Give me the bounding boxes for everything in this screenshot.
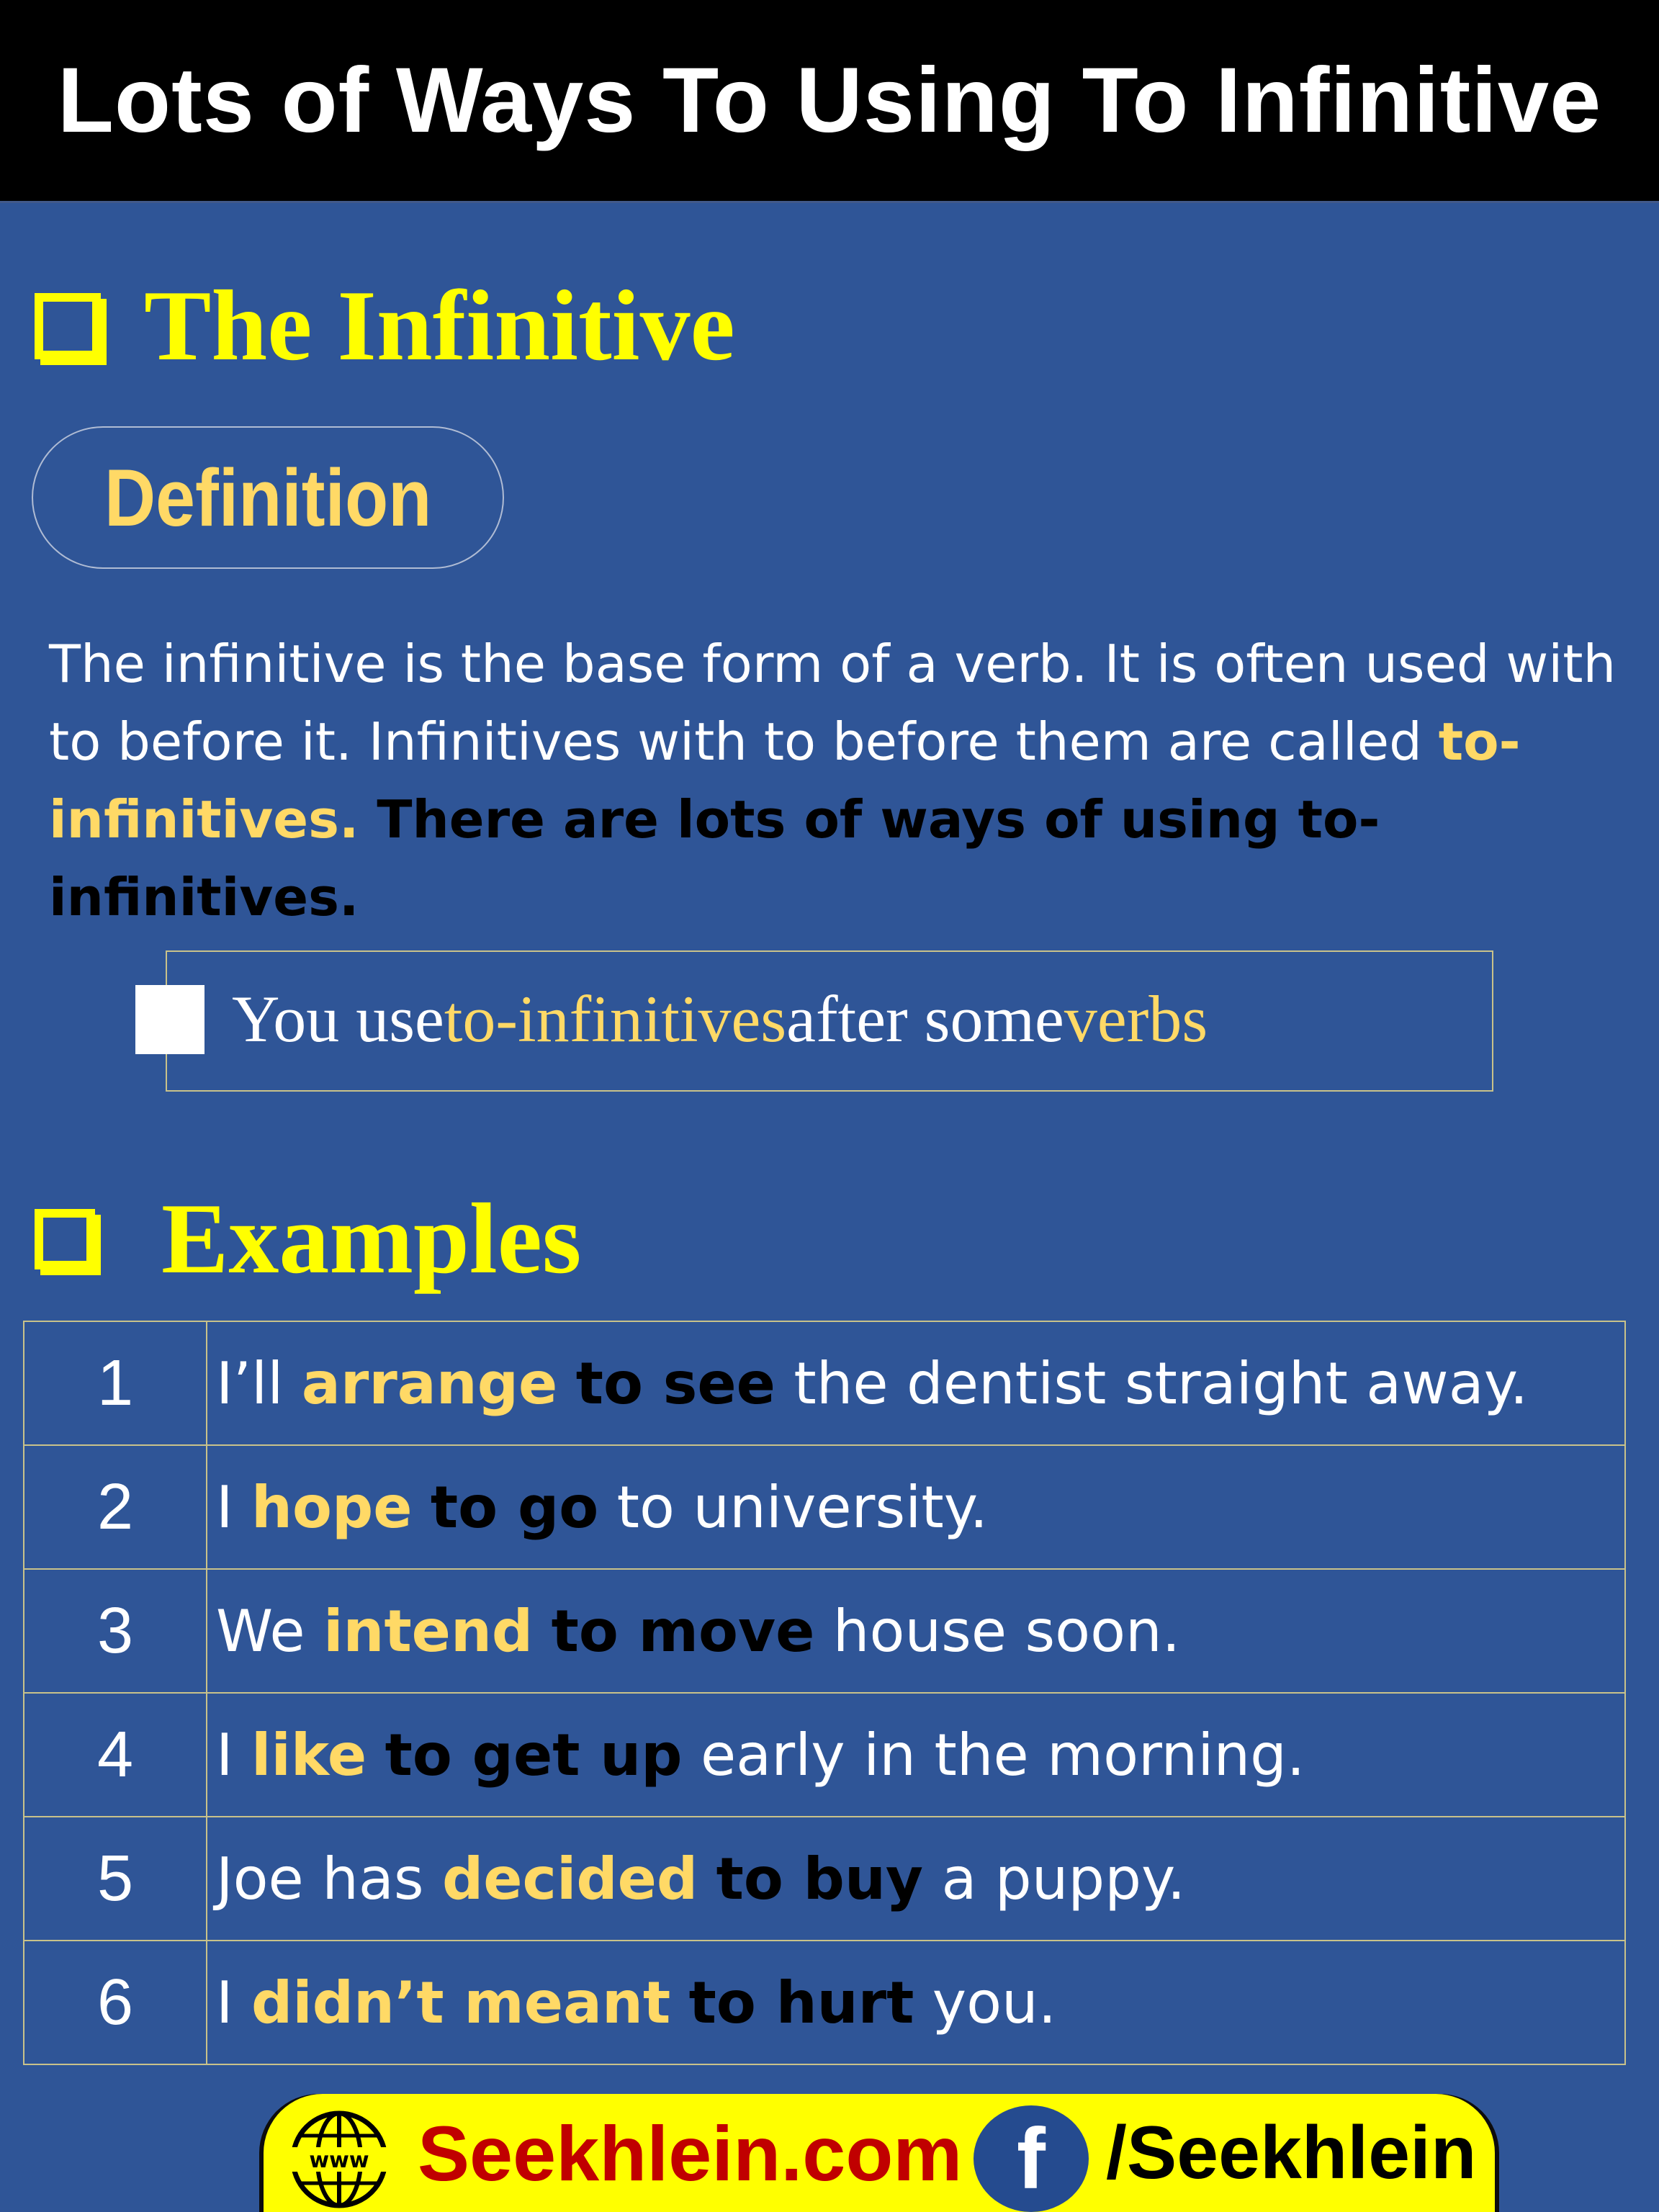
row-number: 1 [24,1321,207,1445]
definition-label-text: Definition [104,452,432,543]
definition-text-plain: The infinitive is the base form of a verb. It is often used with to before it. Infinitives with to before them are called [49,634,1617,772]
example-sentence [207,1817,1625,1941]
rule-text-highlight: to-infinitives [444,982,787,1056]
rule-text-highlight: verbs [1064,982,1208,1056]
checkbox-bullet-icon [35,293,101,359]
sentence-gap [557,1350,575,1417]
sentence-gap [412,1474,430,1541]
sentence-verb: hope [251,1473,413,1541]
page-title: Lots of Ways To Using To Infinitive [57,49,1602,152]
table-row [24,1941,1625,2064]
sentence-infinitive: to buy [716,1845,924,1912]
checkbox-bullet-icon [35,1209,95,1269]
example-sentence [207,1569,1625,1693]
sentence-text: Joe has [216,1845,443,1912]
site-link[interactable]: Seekhlein.com [418,2109,963,2197]
rule-text [232,972,1208,1066]
sentence-infinitive: to see [575,1349,775,1417]
section-title-text: Examples [161,1183,582,1295]
row-number: 3 [24,1569,207,1693]
sentence-text: I’ll [216,1349,302,1417]
sentence-text: I [216,1721,252,1789]
sentence-gap [533,1598,551,1665]
sentence-text: house soon. [814,1597,1181,1665]
facebook-letter: f [1017,2110,1046,2207]
row-number: 2 [24,1445,207,1569]
examples-table [23,1321,1626,2065]
table-row [24,1817,1625,1941]
example-sentence [207,1321,1625,1445]
sentence-text: to university. [598,1473,989,1541]
example-sentence [207,1693,1625,1817]
sentence-verb: like [251,1721,367,1789]
globe-icon [285,2107,393,2212]
rule-text-part: You use [232,982,444,1056]
sentence-gap [367,1722,385,1789]
sentence-verb: arrange [301,1349,558,1417]
definition-text-bold: There are lots of ways of using to-infinitives. [49,789,1380,927]
sentence-text: you. [914,1969,1057,2036]
square-bullet-icon [135,985,204,1054]
sentence-text: a puppy. [923,1845,1186,1912]
table-row [24,1693,1625,1817]
facebook-icon[interactable] [974,2105,1089,2212]
sentence-text: early in the morning. [682,1721,1305,1789]
section-title-text: The Infinitive [144,270,735,382]
sentence-infinitive: to get up [385,1721,683,1789]
sentence-text: the dentist straight away. [775,1349,1529,1417]
sentence-gap [698,1845,716,1912]
definition-paragraph [49,625,1633,936]
example-sentence [207,1941,1625,2064]
definition-text-highlight: to-infinitives. [49,711,1521,850]
sentence-verb: didn’t meant [251,1969,671,2036]
sentence-infinitive: to go [430,1473,599,1541]
sentence-gap [670,1969,688,2036]
sentence-infinitive: to move [551,1597,815,1665]
definition-label [32,426,504,569]
sentence-text: I [216,1969,252,2036]
sentence-text: I [216,1473,252,1541]
row-number: 4 [24,1693,207,1817]
facebook-handle[interactable]: /Seekhlein [1106,2110,1477,2195]
row-number: 5 [24,1817,207,1941]
table-row [24,1569,1625,1693]
header-bar [0,0,1659,203]
example-sentence [207,1445,1625,1569]
sentence-verb: decided [442,1845,698,1912]
globe-text: www [309,2148,369,2173]
section-title-examples [35,1181,581,1297]
table-row [24,1321,1625,1445]
table-row [24,1445,1625,1569]
sentence-verb: intend [323,1597,534,1665]
row-number: 6 [24,1941,207,2064]
section-title-infinitive [35,268,735,384]
sentence-text: We [216,1597,324,1665]
sentence-infinitive: to hurt [688,1969,914,2036]
rule-text-part: after some [786,982,1064,1056]
